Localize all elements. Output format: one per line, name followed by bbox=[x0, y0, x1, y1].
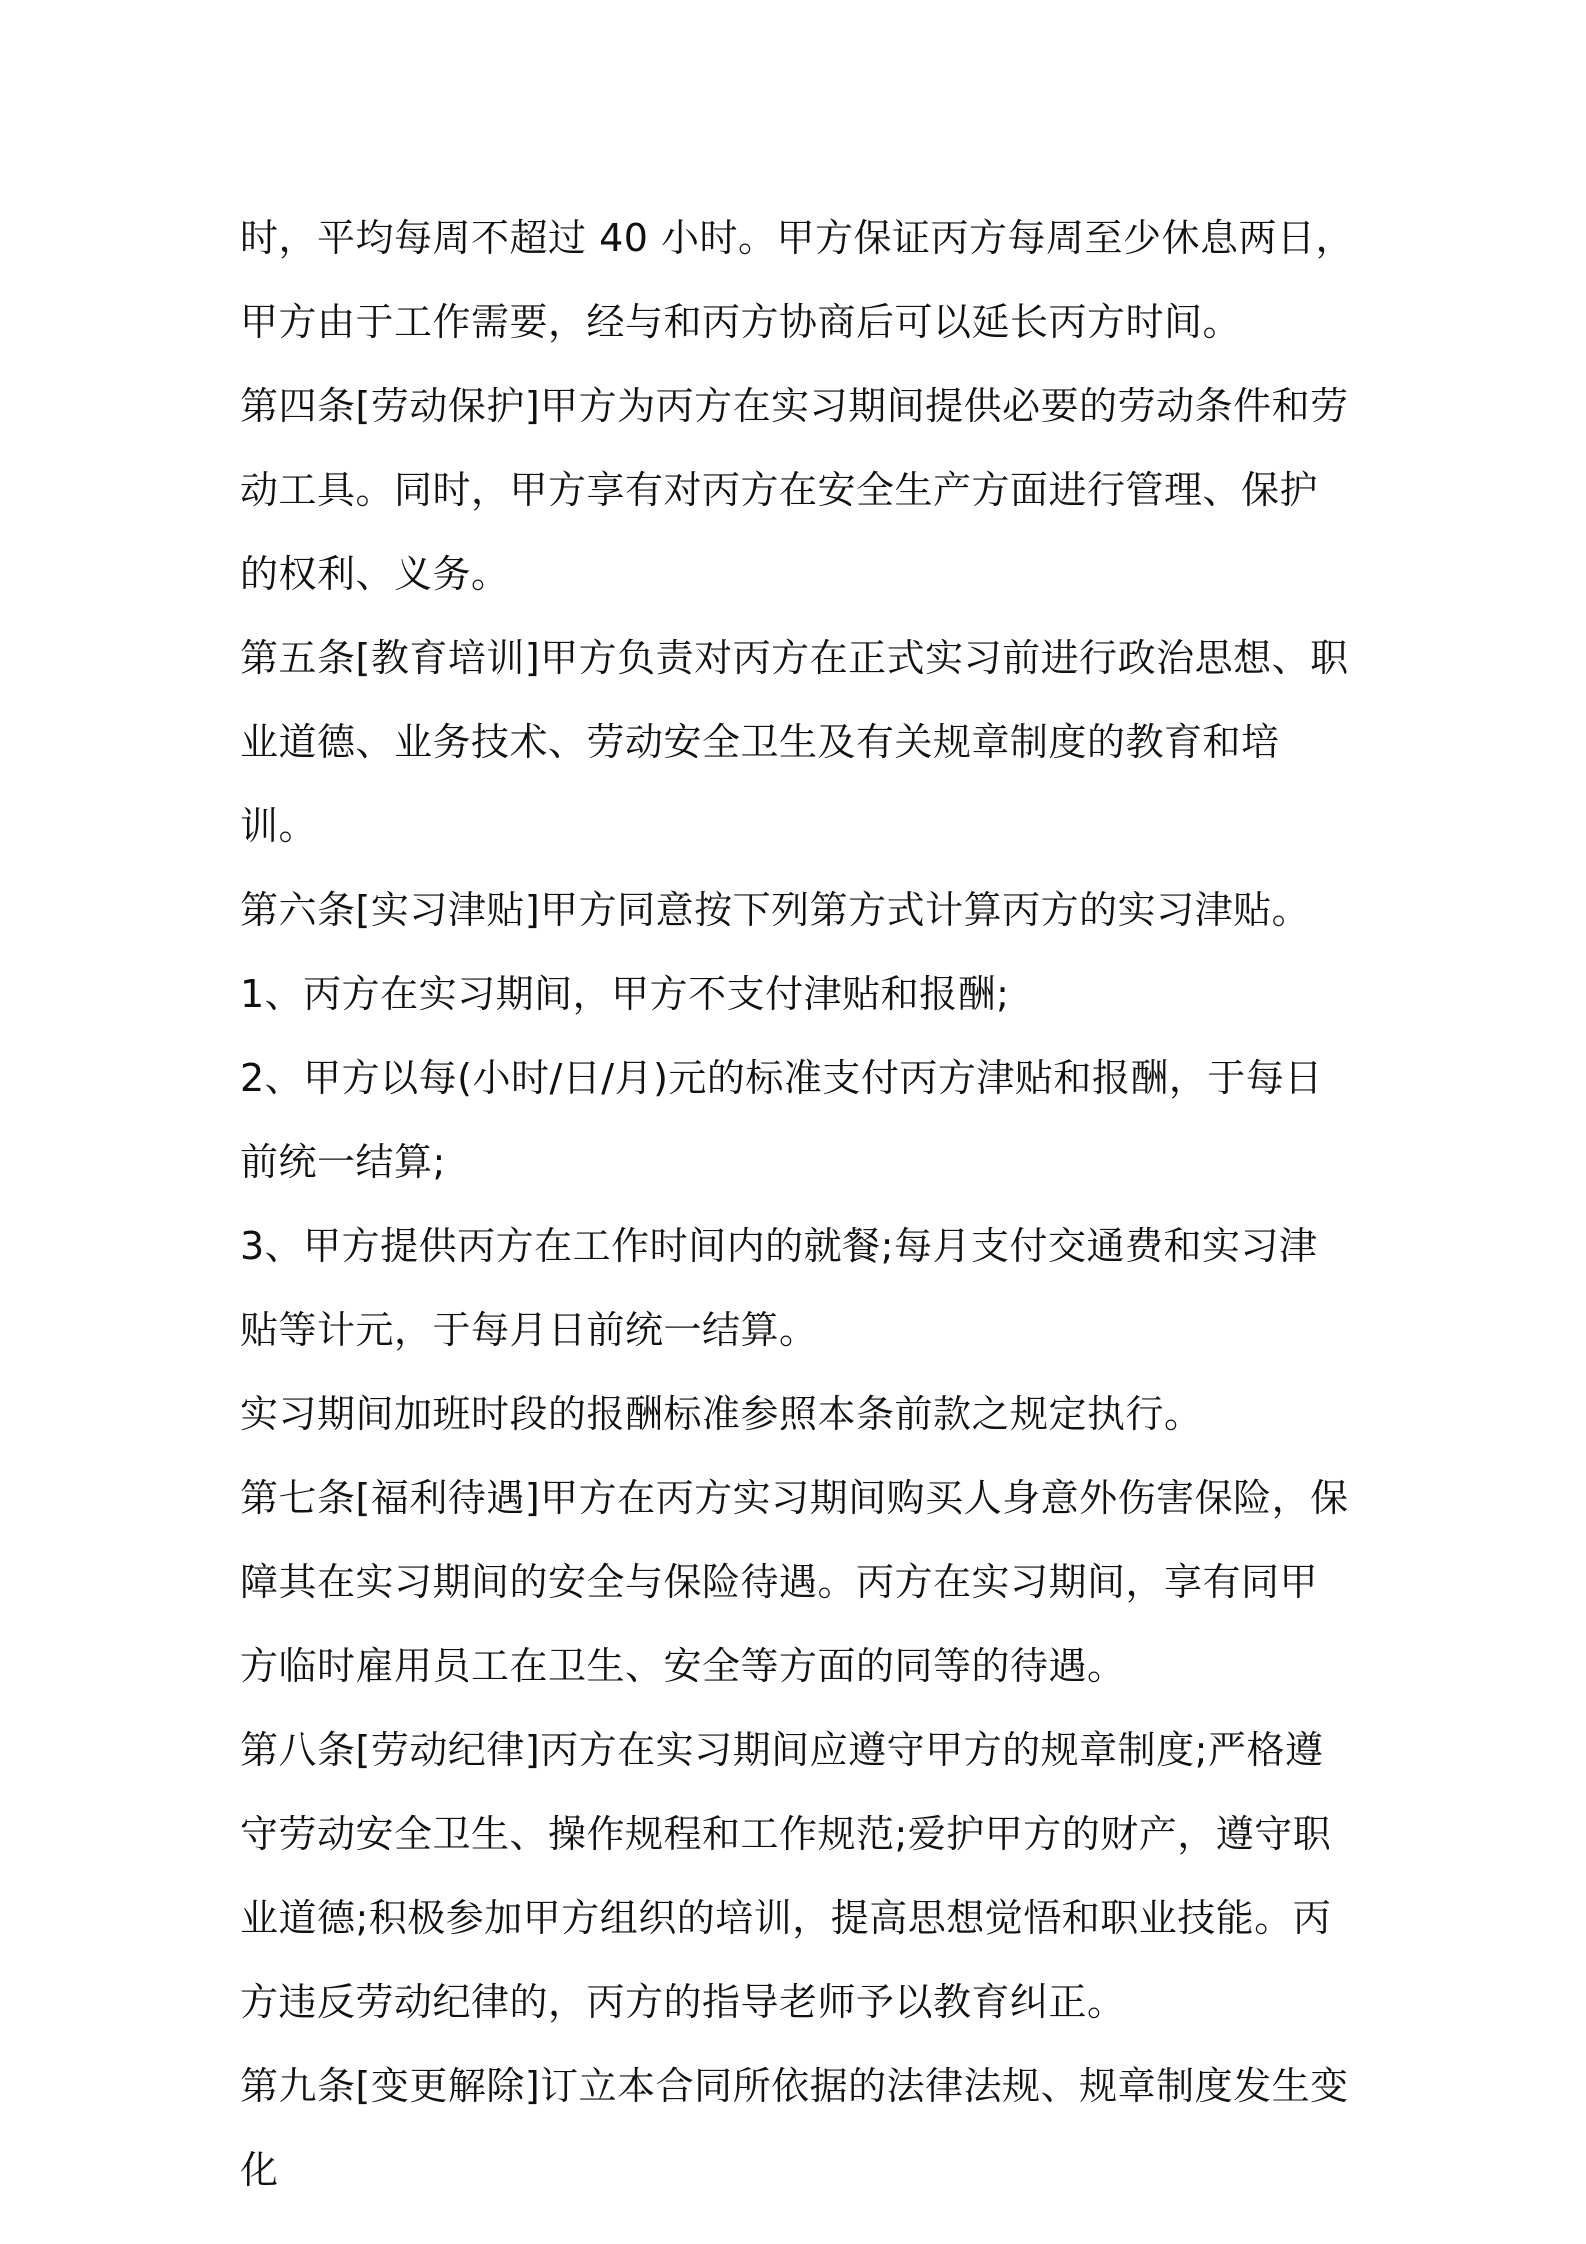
document-body bbox=[240, 196, 1355, 2212]
paragraph-article-5-education-training: 第五条[教育培训]甲方负责对丙方在正式实习前进行政治思想、职业道德、业务技术、劳动安全卫生及有关规章制度的教育和培训。 bbox=[240, 636, 1349, 848]
paragraph-allowance-option-3: 3、甲方提供丙方在工作时间内的就餐;每月支付交通费和实习津贴等计元，于每月日前统一结算。 bbox=[240, 1224, 1318, 1352]
paragraph-working-hours: 时，平均每周不超过 40 小时。甲方保证丙方每周至少休息两日，甲方由于工作需要，经与和丙方协商后可以延长丙方时间。 bbox=[240, 216, 1355, 344]
paragraph-allowance-option-1: 1、丙方在实习期间，甲方不支付津贴和报酬; bbox=[240, 972, 1010, 1016]
paragraph-allowance-option-2: 2、甲方以每(小时/日/月)元的标准支付丙方津贴和报酬，于每日前统一结算; bbox=[240, 1056, 1323, 1184]
paragraph-article-7-welfare: 第七条[福利待遇]甲方在丙方实习期间购买人身意外伤害保险，保障其在实习期间的安全与保险待遇。丙方在实习期间，享有同甲方临时雇用员工在卫生、安全等方面的同等的待遇。 bbox=[240, 1476, 1349, 1688]
paragraph-article-9-change-termination: 第九条[变更解除]订立本合同所依据的法律法规、规章制度发生变化 bbox=[240, 2064, 1349, 2192]
paragraph-article-4-labor-protection: 第四条[劳动保护]甲方为丙方在实习期间提供必要的劳动条件和劳动工具。同时，甲方享有对丙方在安全生产方面进行管理、保护的权利、义务。 bbox=[240, 384, 1349, 596]
paragraph-article-8-labor-discipline: 第八条[劳动纪律]丙方在实习期间应遵守甲方的规章制度;严格遵守劳动安全卫生、操作规程和工作规范;爱护甲方的财产，遵守职业道德;积极参加甲方组织的培训，提高思想觉悟和职业技能。丙方违反劳动纪律的，丙方的指导老师予以教育纠正。 bbox=[240, 1728, 1332, 2024]
paragraph-article-6-internship-allowance: 第六条[实习津贴]甲方同意按下列第方式计算丙方的实习津贴。 bbox=[240, 888, 1311, 932]
paragraph-overtime-pay: 实习期间加班时段的报酬标准参照本条前款之规定执行。 bbox=[240, 1392, 1203, 1436]
